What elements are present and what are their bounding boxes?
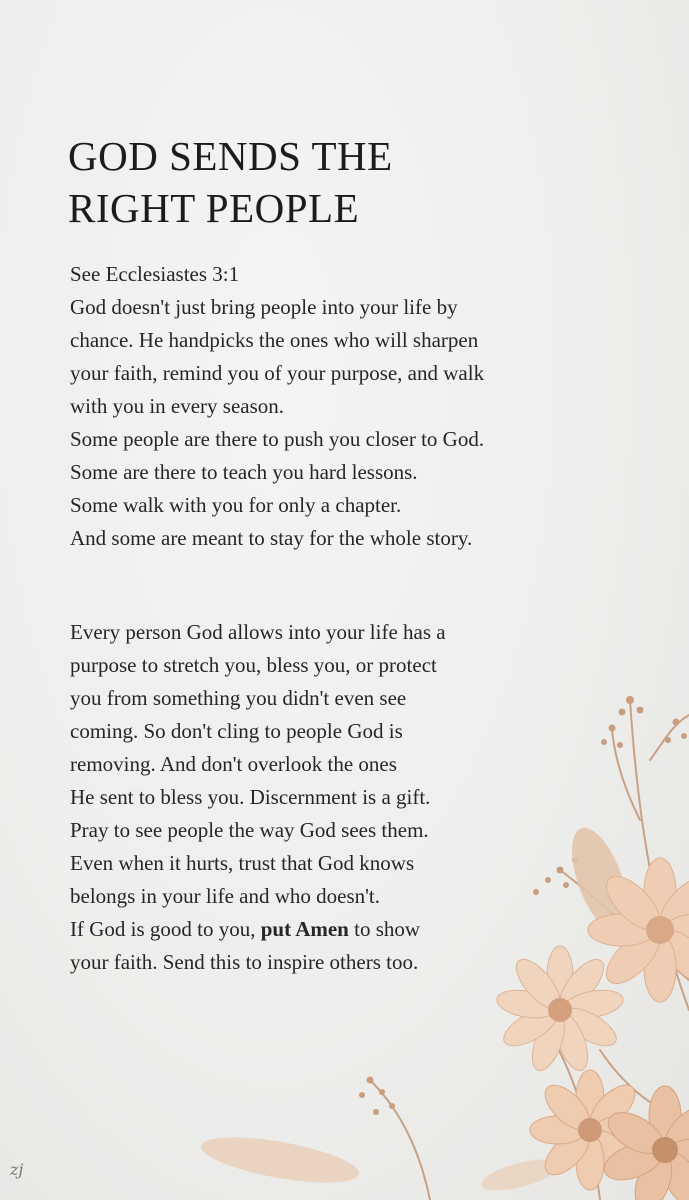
intro-block (70, 258, 630, 555)
watermark-signature: zj (10, 1160, 24, 1179)
paragraph1-line: God doesn't just bring people into your life by (70, 295, 458, 319)
closing-line (70, 913, 630, 946)
paragraph1-line: And some are meant to stay for the whole story. (70, 526, 473, 550)
paragraph1-line: Some are there to teach you hard lessons. (70, 460, 418, 484)
page-title (68, 130, 393, 234)
paragraph2-line: Every person God allows into your life has a (70, 620, 446, 644)
paragraph2-line: coming. So don't cling to people God is (70, 719, 403, 743)
paragraph2-line: you from something you didn't even see (70, 686, 407, 710)
paragraph2-line: removing. And don't overlook the ones (70, 752, 397, 776)
closing-text-start: If God is good to you, (70, 917, 261, 941)
paragraph1-line: with you in every season. (70, 394, 285, 418)
amen-callout: put Amen (260, 917, 349, 941)
scripture-reference: See Ecclesiastes 3:1 (70, 262, 240, 286)
paragraph1-line: your faith, remind you of your purpose, and walk (70, 361, 485, 385)
title-line-2: RIGHT PEOPLE (68, 185, 360, 231)
paragraph1-line: Some people are there to push you closer to God. (70, 427, 485, 451)
paragraph1-line: chance. He handpicks the ones who will sharpen (70, 328, 479, 352)
paragraph2-line: He sent to bless you. Discernment is a gift. (70, 785, 431, 809)
paragraph2-line: Pray to see people the way God sees them. (70, 818, 429, 842)
paragraph1-line: Some walk with you for only a chapter. (70, 493, 402, 517)
paragraph2-line: Even when it hurts, trust that God knows (70, 851, 415, 875)
title-line-1: GOD SENDS THE (68, 133, 393, 179)
paragraph2-line: belongs in your life and who doesn't. (70, 884, 380, 908)
closing-last-line: your faith. Send this to inspire others too. (70, 950, 419, 974)
paragraph2-line: purpose to stretch you, bless you, or protect (70, 653, 437, 677)
body-block (70, 616, 630, 979)
closing-text-end: to show (348, 917, 421, 941)
